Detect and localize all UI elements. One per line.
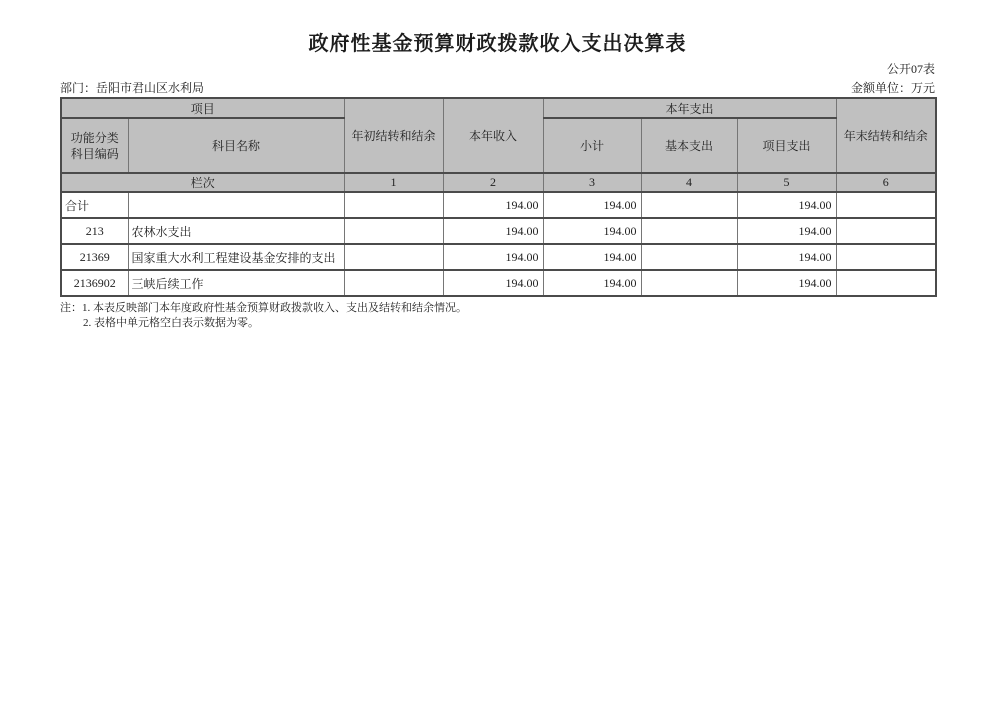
name-cell: 国家重大水利工程建设基金安排的支出 — [128, 244, 344, 270]
department-label: 部门：岳阳市君山区水利局 — [60, 81, 205, 95]
header-project-group: 项目 — [61, 98, 344, 118]
code-cell: 213 — [61, 218, 128, 244]
header-basic-expenditure-column: 基本支出 — [641, 118, 737, 173]
end-balance-cell — [836, 192, 936, 218]
header-column-number: 4 — [641, 173, 737, 192]
table-notes — [60, 301, 935, 331]
basic-expenditure-cell — [641, 192, 737, 218]
fund-budget-table — [60, 97, 937, 297]
project-expenditure-cell: 194.00 — [737, 218, 836, 244]
header-column-number: 5 — [737, 173, 836, 192]
header-row-rank — [61, 173, 936, 192]
header-expenditure-group: 本年支出 — [543, 98, 836, 118]
form-code: 公开07表 — [886, 62, 935, 76]
header-subtotal-column: 小计 — [543, 118, 641, 173]
note-line-2: 2. 表格中单元格空白表示数据为零。 — [83, 317, 259, 329]
basic-expenditure-cell — [641, 218, 737, 244]
header-column-number: 3 — [543, 173, 641, 192]
table-row — [61, 218, 936, 244]
note-line-1: 注：1. 本表反映部门本年度政府性基金预算财政拨款收入、支出及结转和结余情况。 — [60, 302, 467, 314]
project-expenditure-cell: 194.00 — [737, 244, 836, 270]
page-title: 政府性基金预算财政拨款收入支出决算表 — [308, 33, 687, 55]
table-row — [61, 270, 936, 296]
income-cell: 194.00 — [443, 270, 543, 296]
header-code-column-label: 功能分类科目编码 — [70, 130, 119, 161]
begin-balance-cell — [344, 192, 443, 218]
meta-row — [60, 82, 935, 95]
document-page — [60, 0, 935, 331]
code-cell: 2136902 — [61, 270, 128, 296]
header-code-column — [61, 118, 128, 173]
begin-balance-cell — [344, 270, 443, 296]
project-expenditure-cell: 194.00 — [737, 270, 836, 296]
header-name-column: 科目名称 — [128, 118, 344, 173]
unit-label: 金额单位：万元 — [850, 81, 935, 95]
basic-expenditure-cell — [641, 244, 737, 270]
header-begin-balance-column: 年初结转和结余 — [344, 98, 443, 173]
header-project-expenditure-column: 项目支出 — [737, 118, 836, 173]
code-cell: 合计 — [61, 192, 128, 218]
end-balance-cell — [836, 244, 936, 270]
header-row-groups — [61, 98, 936, 118]
name-cell — [128, 192, 344, 218]
subtotal-cell: 194.00 — [543, 218, 641, 244]
header-rank-label: 栏次 — [61, 173, 344, 192]
header-income-column: 本年收入 — [443, 98, 543, 173]
subtotal-cell: 194.00 — [543, 270, 641, 296]
project-expenditure-cell: 194.00 — [737, 192, 836, 218]
header-column-number: 1 — [344, 173, 443, 192]
income-cell: 194.00 — [443, 218, 543, 244]
name-cell: 三峡后续工作 — [128, 270, 344, 296]
table-row — [61, 244, 936, 270]
income-cell: 194.00 — [443, 244, 543, 270]
header-column-number: 6 — [836, 173, 936, 192]
begin-balance-cell — [344, 218, 443, 244]
begin-balance-cell — [344, 244, 443, 270]
name-cell: 农林水支出 — [128, 218, 344, 244]
header-end-balance-column: 年末结转和结余 — [836, 98, 936, 173]
basic-expenditure-cell — [641, 270, 737, 296]
table-row-total — [61, 192, 936, 218]
subtotal-cell: 194.00 — [543, 244, 641, 270]
code-cell: 21369 — [61, 244, 128, 270]
header-column-number: 2 — [443, 173, 543, 192]
subtotal-cell: 194.00 — [543, 192, 641, 218]
income-cell: 194.00 — [443, 192, 543, 218]
end-balance-cell — [836, 218, 936, 244]
end-balance-cell — [836, 270, 936, 296]
